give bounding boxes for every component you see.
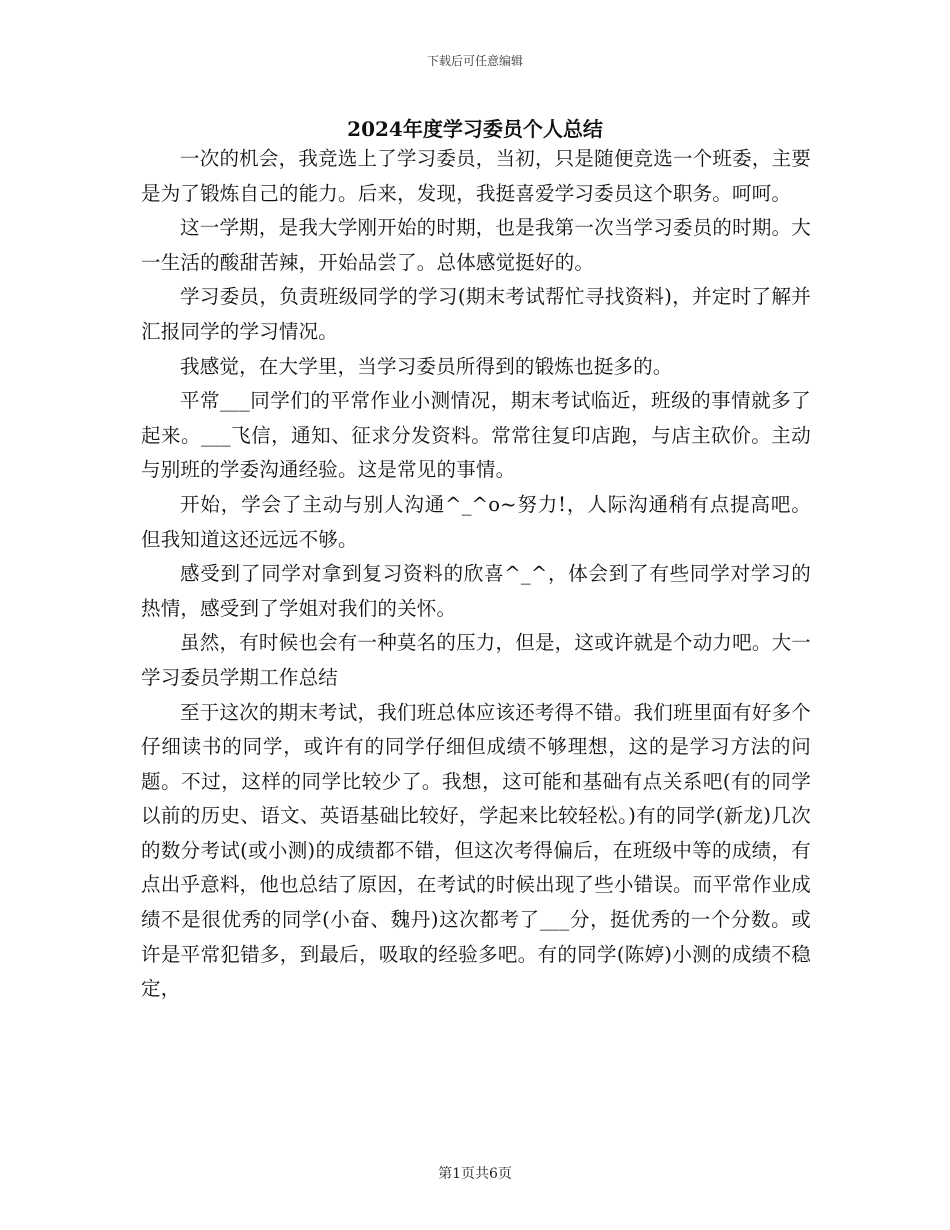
document-body: [141, 142, 811, 1007]
paragraph: 至于这次的期末考试，我们班总体应该还考得不错。我们班里面有好多个仔细读书的同学，或许有的同学仔细但成绩不够理想，这的是学习方法的问题。不过，这样的同学比较少了。我想，这可能和基础有点关系吧(有的同学以前的历史、语文、英语基础比较好，学起来比较轻松。)有的同学(新龙)几次的数分考试(或小测)的成绩都不错，但这次考得偏后，在班级中等的成绩，有点出乎意料，他也总结了原因，在考试的时候出现了些小错误。而平常作业成绩不是很优秀的同学(小奋、魏丹)这次都考了___分，挺优秀的一个分数。或许是平常犯错多，到最后，吸取的经验多吧。有的同学(陈婷)小测的成绩不稳定，: [141, 700, 811, 1001]
paragraph: 学习委员，负责班级同学的学习(期末考试帮忙寻找资料)，并定时了解并汇报同学的学习情况。: [141, 285, 811, 343]
paragraph: 这一学期，是我大学刚开始的时期，也是我第一次当学习委员的时期。大一生活的酸甜苦辣，开始品尝了。总体感觉挺好的。: [141, 216, 811, 274]
header-note: 下载后可任意编辑: [426, 54, 523, 68]
document-title: 2024年度学习委员个人总结: [347, 117, 603, 141]
paragraph: 虽然，有时候也会有一种莫名的压力，但是，这或许就是个动力吧。大一学习委员学期工作总结: [141, 631, 811, 689]
paragraph: 开始，学会了主动与别人沟通^_^o~努力!，人际沟通稍有点提高吧。但我知道这还远远不够。: [141, 492, 811, 551]
page-number: 第1页共6页: [438, 1166, 512, 1182]
paragraph: 一次的机会，我竞选上了学习委员，当初，只是随便竞选一个班委，主要是为了锻炼自己的能力。后来，发现，我挺喜爱学习委员这个职务。呵呵。: [141, 147, 811, 205]
paragraph: 我感觉，在大学里，当学习委员所得到的锻炼也挺多的。: [180, 354, 673, 378]
paragraph: 感受到了同学对拿到复习资料的欣喜^_^，体会到了有些同学对学习的热情，感受到了学姐对我们的关怀。: [141, 562, 811, 620]
paragraph: 平常___同学们的平常作业小测情况，期末考试临近，班级的事情就多了起来。___飞信，通知、征求分发资料。常常往复印店跑，与店主砍价。主动与别班的学委沟通经验。这是常见的事情。: [141, 389, 811, 482]
